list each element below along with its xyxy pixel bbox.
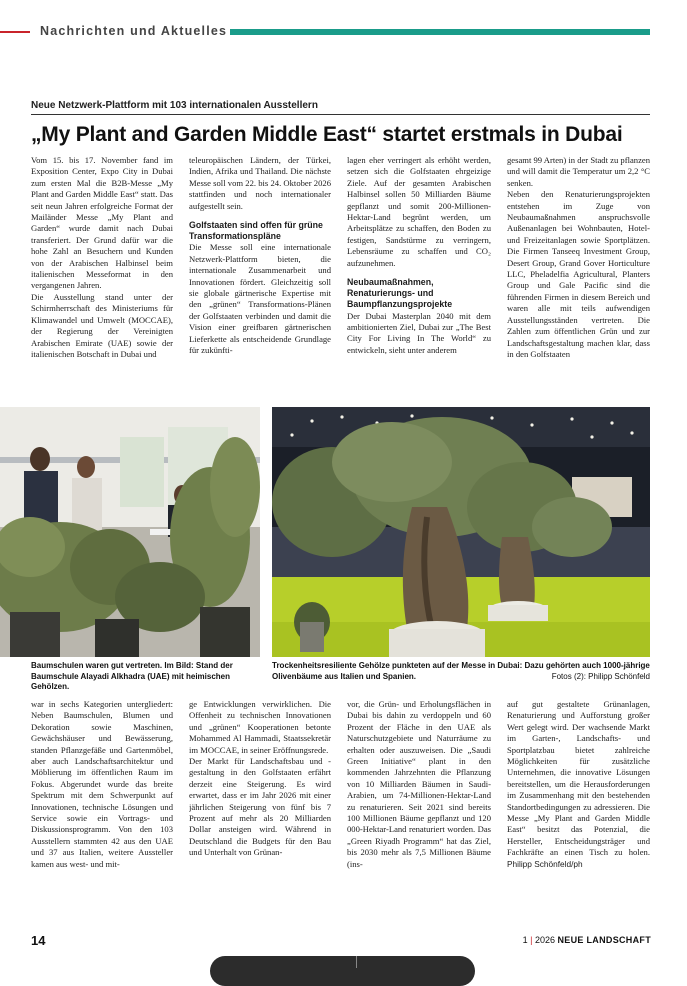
paragraph: ge Entwicklungen verwirklichen. Die Offenheit zu technischen Innovationen und „grünen“ Kooperationen betonte Mohammed Al Hammadi, Staatssekretär im MOCCAE, in seiner Eröffnungsrede. <box>189 699 331 755</box>
article-kicker: Neue Netzwerk-Plattform mit 103 internationalen Ausstellern <box>31 100 318 111</box>
photo-credit: Fotos (2): Philipp Schönfeld <box>551 672 650 681</box>
issue-separator: | <box>530 935 533 945</box>
top-column-2 <box>189 155 331 395</box>
issue-line <box>523 935 651 945</box>
section-label: Nachrichten und Aktuelles <box>40 24 228 38</box>
author-signature: Philipp Schönfeld/ph <box>507 858 583 869</box>
paragraph-text: auf gut gestaltete Grünanlagen, Renaturierung und Aufforstung großer Wert gelegt wird. Der wachsende Markt im Garten-, Landschafts- und Sportplatzbau bietet zahlreiche Möglichkeiten für zusätzliche Unternehmen, die innovative Lösungen bereitstellen, um die Herausforderungen im Zusammenhang mit den bestehenden Standortbedingungen zu adressieren. Die Messe „My Plant and Garden Middle East“ besitzt das Potenzial, die Hersteller, Entscheidungsträger und Fachkräfte an einen Tisch zu holen. <box>507 699 650 858</box>
viewer-toolbar[interactable] <box>210 956 475 986</box>
paragraph: Neben den Renaturierungsprojekten entstehen im Zuge von Neubaumaßnahmen anspruchsvolle Außenanlagen bei Wohnbauten, Hotel- und Freizeitanlagen sowie Sportplätzen. Die Firmen Tanseeq Investment Group, Desert Group, Grand Gover Horticulture LLC, Pheladelfia Agricultural, Planters Group und Gale Pacific sind die führenden Firmen in diesem Bereich und waren alle mit teils aufwendigen Ausstellungsständen vertreten. Die Zahlen zum öffentlichen Grün und zur Landschaftsgestaltung machen klar, dass in den Golfstaaten <box>507 189 650 359</box>
section-rule-red <box>0 31 30 33</box>
paragraph: lagen eher verringert als erhöht werden, setzen sich die Golfstaaten ehrgeizige Ziele. Auf der gesamten Arabischen Halbinsel sollen 50 Milliarden Bäume gepflanzt und somit 200-Millionen-Hektar-Land begrünt werden, um Arbeitsplätze zu schaffen, den Boden zu festigen, Sandstürme zu verringern, Lebensräume zu schaffen und CO₂ aufzunehmen. <box>347 155 491 268</box>
bottom-column-3 <box>347 699 491 929</box>
photo-caption-left: Baumschulen waren gut vertreten. Im Bild: Stand der Baumschule Alayadi Alkhadra (UAE) mit heimischen Gehölzen. <box>31 661 233 691</box>
bottom-column-2 <box>189 699 331 929</box>
paragraph: Die Ausstellung stand unter der Schirmherrschaft des Ministeriums für Klimawandel und Umwelt (MOCCAE), der Regierung der Vereinigten Arabischen Emirate (UAE) sowie der italienischen Botschaft in Dubai und <box>31 291 173 359</box>
section-rule-teal <box>230 29 650 35</box>
magazine-name: NEUE LANDSCHAFT <box>557 935 651 945</box>
paragraph: gesamt 99 Arten) in der Stadt zu pflanzen und will damit die Temperatur um 2,2 °C senken. <box>507 155 650 188</box>
issue-number: 1 <box>522 935 528 945</box>
top-column-1 <box>31 155 173 395</box>
paragraph: Vom 15. bis 17. November fand im Exposition Center, Expo City in Dubai zum ersten Mal die B2B-Messe „My Plant and Garden Middle East“ statt. Das seit neun Jahren erfolgreiche Format der Mailänder Messe „My Plant and Garden“ wurde damit nach Dubai transferiert. Der Grund dafür war die hohe Zahl an Besuchern und Kunden von der Arabischen Halbinsel beim italienischen Messeformat in den vergangenen Jahren. <box>31 155 173 291</box>
toolbar-divider <box>356 956 357 968</box>
paragraph: Der Dubai Masterplan 2040 mit dem ambitionierten Ziel, Dubai zur „The Best City For Living In The World“ zu entwickeln, sieht unter anderem <box>347 310 491 355</box>
bottom-column-4 <box>507 699 650 929</box>
photo-olive-trees <box>272 407 650 657</box>
kicker-rule <box>31 114 650 115</box>
photo-nursery-stand <box>0 407 260 657</box>
page-number: 14 <box>31 933 46 948</box>
paragraph: vor, die Grün- und Erholungsflächen in Dubai bis dahin zu verdoppeln und 60 Prozent der Fläche in den UAE als Naturschutzgebiete und Naturräume zu erhalten oder auszuweisen. Die „Saudi Green Initiative“ plant in den kommenden Jahrzehnten die Pflanzung von 10 Milliarden Bäumen in Saudi-Arabien, um 74-Millionen-Hektar-Land zu renaturieren. Seit 2021 sind bereits 100 Millionen Bäume gepflanzt und 120 000-Hektar-Land renaturiert worden. Das „Green Riyadh Programm“ hat das Ziel, bis 2030 mehr als 7,5 Millionen Bäume (ins- <box>347 699 491 869</box>
paragraph: Die Messe soll eine internationale Netzwerk-Plattform bieten, die internationale Zusammenarbeit und Innovationen fördert. Gleichzeitig soll sie globale gärtnerische Expertise mit den „grünen“ Transformations-Plänen der Golfstaaten verbinden und damit die Vision einer greifbaren gärtnerischen Lieferkette als entscheidende Grundlage für zukünfti- <box>189 242 331 356</box>
bottom-column-1 <box>31 699 173 929</box>
paragraph: war in sechs Kategorien untergliedert: Neben Baumschulen, Blumen und Dekoration sowie Maschinen, Gewächshäuser und Bewässerung, standen Pflanzgefäße und Gartenmöbel, aber auch Landschaftsarchitektur und Möblierung im öffentlichen Raum im Fokus. Abgerundet wurde das breite Spektrum mit dem Schwerpunkt auf Innovationen, technische Lösungen und Service sowie ein Vortrags- und Diskussionsprogramm. Von den 103 Ausstellern stammten 42 aus den UAE und 37 aus Italien, weitere Aussteller kamen aus west- und mit- <box>31 699 173 869</box>
top-column-4 <box>507 155 650 395</box>
issue-year: 2026 <box>534 935 555 945</box>
article-headline: „My Plant and Garden Middle East“ startet erstmals in Dubai <box>31 123 623 146</box>
subheading: Golfstaaten sind offen für grüne Transformationspläne <box>189 220 323 242</box>
top-column-3 <box>347 155 491 395</box>
paragraph: teleuropäischen Ländern, der Türkei, Indien, Afrika und Thailand. Die nächste Messe soll vom 22. bis 24. Oktober 2026 stattfinden und noch internationaler aufgestellt sein. <box>189 155 331 211</box>
paragraph: Der Markt für Landschaftsbau und -gestaltung in den Golfstaaten erfährt derzeit eine Steigerung. Es wird erwartet, dass er im Jahr 2026 mit einer jährlichen Steigerung von fünf bis 7 Prozent auf mehr als 20 Milliarden Dollar ansteigen wird. Während in Deutschland die Budgets für den Bau und Unterhalt von Grünan- <box>189 756 331 858</box>
paragraph <box>507 699 650 870</box>
photo-caption-right: Trockenheitsresiliente Gehölze punkteten auf der Messe in Dubai: Dazu gehörten auch 1000-jährige Olivenbäume aus Italien und Spanien. <box>272 661 650 681</box>
subheading: Neubaumaßnahmen, Renaturierungs- und Baumpflanzungsprojekte <box>347 277 453 310</box>
